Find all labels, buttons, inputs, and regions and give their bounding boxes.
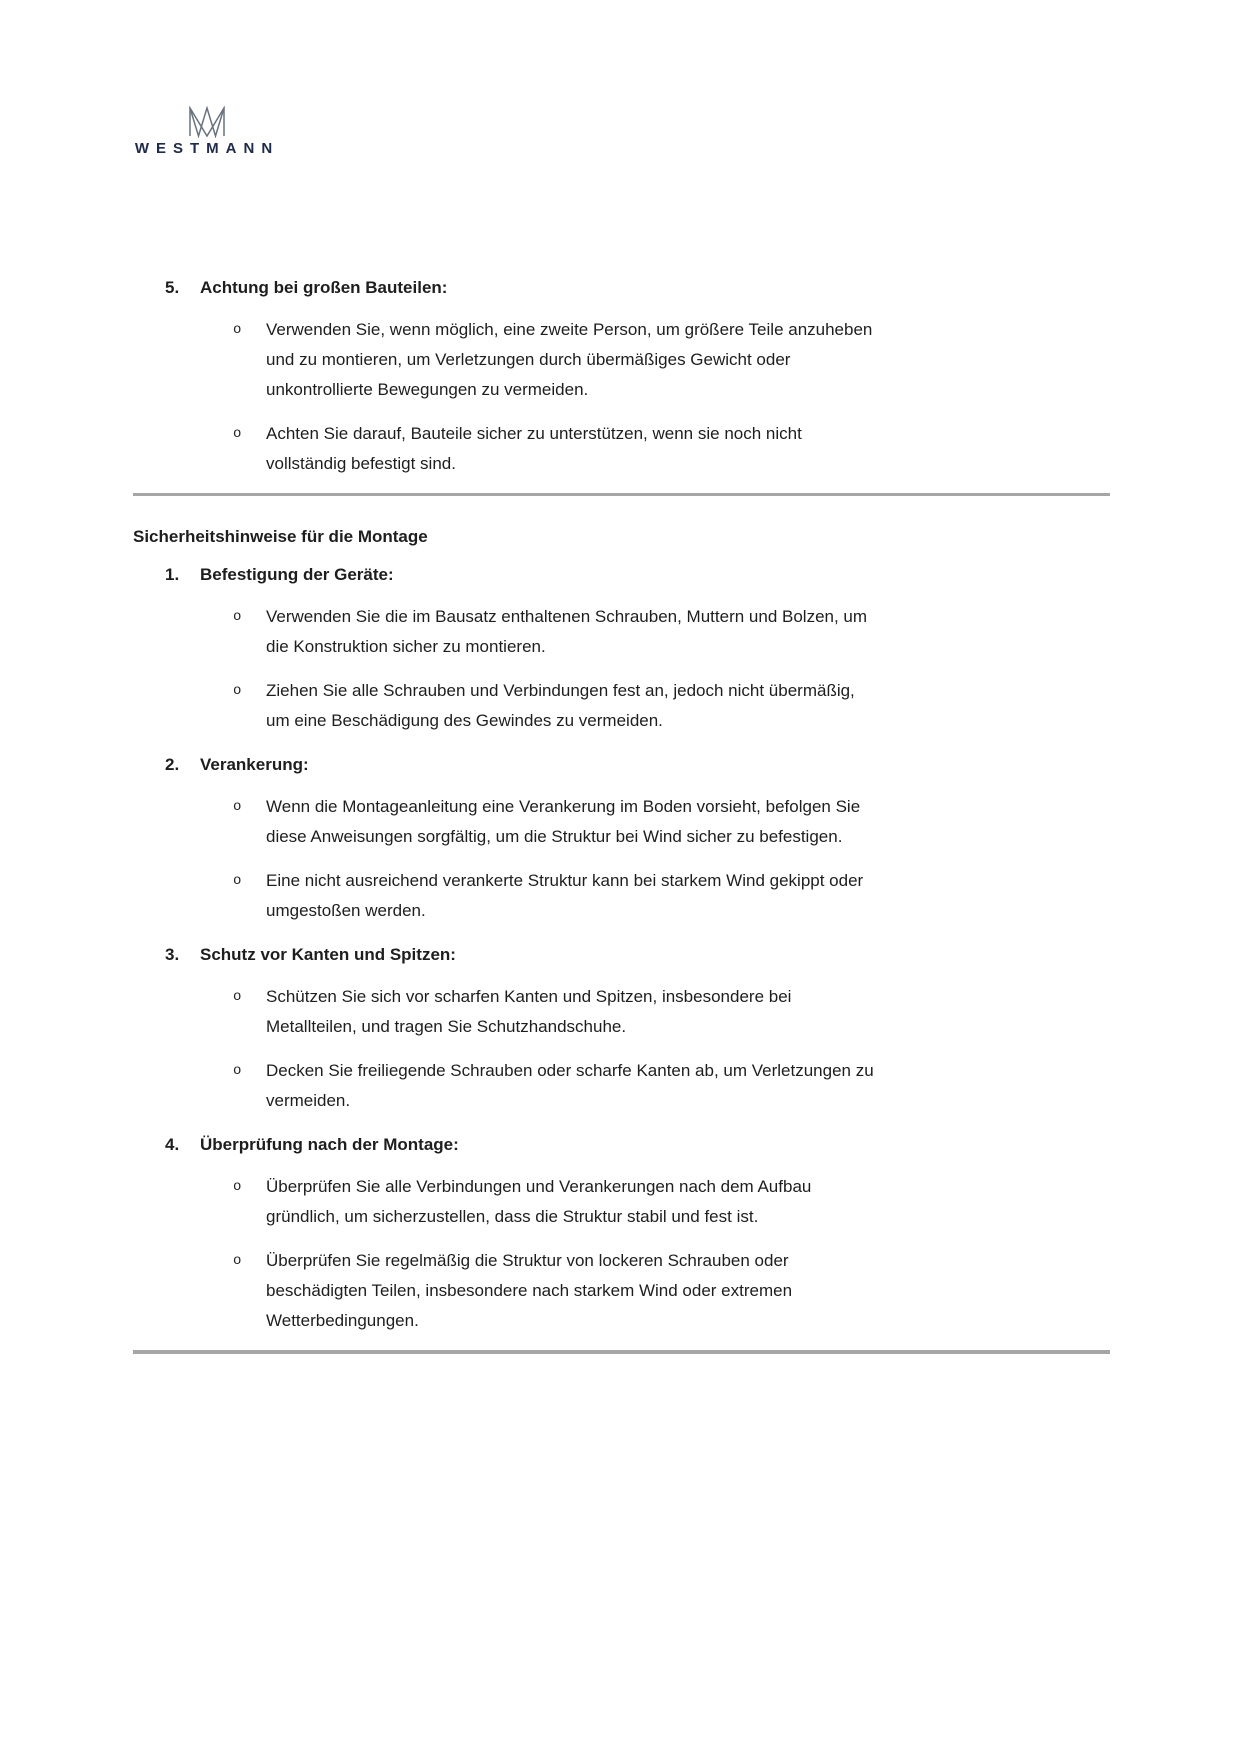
item-title-text: Überprüfung nach der Montage:: [200, 1135, 459, 1154]
circle-bullet-marker: o: [233, 873, 242, 889]
section-divider-bottom: [133, 1350, 1110, 1354]
bullet-text: [266, 1246, 792, 1336]
list-item-4: [133, 1130, 1110, 1336]
bullet-item: [133, 1172, 1110, 1232]
circle-bullet-marker: o: [233, 1063, 242, 1079]
circle-bullet-marker: o: [233, 989, 242, 1005]
bullet-line: Überprüfen Sie regelmäßig die Struktur von lockeren Schrauben oder: [266, 1251, 789, 1270]
bullet-line: diese Anweisungen sorgfältig, um die Struktur bei Wind sicher zu befestigen.: [266, 827, 843, 846]
section-heading: Sicherheitshinweise für die Montage: [133, 527, 428, 546]
bullet-line: Eine nicht ausreichend verankerte Struktur kann bei starkem Wind gekippt oder: [266, 871, 864, 890]
bullet-item: [133, 792, 1110, 852]
list-item-5: [133, 273, 1110, 479]
bullet-text: [266, 866, 863, 926]
circle-bullet-marker: o: [233, 609, 242, 625]
circle-bullet-marker: o: [233, 1179, 242, 1195]
bullet-line: und zu montieren, um Verletzungen durch übermäßiges Gewicht oder: [266, 350, 791, 369]
bullet-line: beschädigten Teilen, insbesondere nach starkem Wind oder extremen: [266, 1281, 793, 1300]
item-title-text: Verankerung:: [200, 755, 309, 774]
bullet-line: Verwenden Sie, wenn möglich, eine zweite Person, um größere Teile anzuheben: [266, 320, 873, 339]
item-2-title: [133, 750, 1110, 780]
bullet-line: vermeiden.: [266, 1091, 351, 1110]
bullet-line: Schützen Sie sich vor scharfen Kanten und Spitzen, insbesondere bei: [266, 987, 792, 1006]
section-divider-top: [133, 493, 1110, 496]
wm-monogram-icon: [184, 106, 230, 138]
bullet-item: [133, 1246, 1110, 1336]
bullet-line: vollständig befestigt sind.: [266, 454, 456, 473]
bullet-item: [133, 602, 1110, 662]
bullet-text: [266, 315, 872, 405]
list-item-3: [133, 940, 1110, 1116]
bullet-line: Verwenden Sie die im Bausatz enthaltenen Schrauben, Muttern und Bolzen, um: [266, 607, 868, 626]
circle-bullet-marker: o: [233, 799, 242, 815]
westmann-logo: [133, 106, 281, 157]
bullet-line: umgestoßen werden.: [266, 901, 426, 920]
bullet-line: Metallteilen, und tragen Sie Schutzhandschuhe.: [266, 1017, 627, 1036]
bullet-text: [266, 1172, 811, 1232]
bullet-line: gründlich, um sicherzustellen, dass die Struktur stabil und fest ist.: [266, 1207, 759, 1226]
bullet-item: [133, 1056, 1110, 1116]
item-number: 4.: [165, 1135, 180, 1154]
item-number: 5.: [165, 278, 180, 297]
bullet-item: [133, 866, 1110, 926]
bullet-line: um eine Beschädigung des Gewindes zu vermeiden.: [266, 711, 663, 730]
bullet-line: Ziehen Sie alle Schrauben und Verbindungen fest an, jedoch nicht übermäßig,: [266, 681, 855, 700]
bullet-line: Decken Sie freiliegende Schrauben oder scharfe Kanten ab, um Verletzungen zu: [266, 1061, 874, 1080]
bullet-text: [266, 676, 855, 736]
item-3-title: [133, 940, 1110, 970]
bullet-text: [266, 602, 867, 662]
list-item-1: [133, 560, 1110, 736]
item-title-text: Schutz vor Kanten und Spitzen:: [200, 945, 456, 964]
item-number: 3.: [165, 945, 180, 964]
bullet-line: Achten Sie darauf, Bauteile sicher zu unterstützen, wenn sie noch nicht: [266, 424, 802, 443]
bullet-item: [133, 419, 1110, 479]
bullet-item: [133, 982, 1110, 1042]
bullet-text: [266, 982, 791, 1042]
circle-bullet-marker: o: [233, 1253, 242, 1269]
bullet-item: [133, 315, 1110, 405]
bullet-line: unkontrollierte Bewegungen zu vermeiden.: [266, 380, 589, 399]
circle-bullet-marker: o: [233, 322, 242, 338]
list-item-2: [133, 750, 1110, 926]
item-5-title: [133, 273, 1110, 303]
bullet-text: [266, 419, 802, 479]
item-1-title: [133, 560, 1110, 590]
bullet-line: Überprüfen Sie alle Verbindungen und Verankerungen nach dem Aufbau: [266, 1177, 812, 1196]
brand-name: WESTMANN: [134, 140, 280, 157]
item-4-title: [133, 1130, 1110, 1160]
circle-bullet-marker: o: [233, 426, 242, 442]
bullet-item: [133, 676, 1110, 736]
bullet-line: die Konstruktion sicher zu montieren.: [266, 637, 546, 656]
bullet-text: [266, 1056, 874, 1116]
bullet-line: Wenn die Montageanleitung eine Verankerung im Boden vorsieht, befolgen Sie: [266, 797, 861, 816]
item-number: 2.: [165, 755, 180, 774]
circle-bullet-marker: o: [233, 683, 242, 699]
bullet-line: Wetterbedingungen.: [266, 1311, 419, 1330]
bullet-text: [266, 792, 860, 852]
item-number: 1.: [165, 565, 180, 584]
item-title-text: Befestigung der Geräte:: [200, 565, 394, 584]
item-title-text: Achtung bei großen Bauteilen:: [200, 278, 448, 297]
